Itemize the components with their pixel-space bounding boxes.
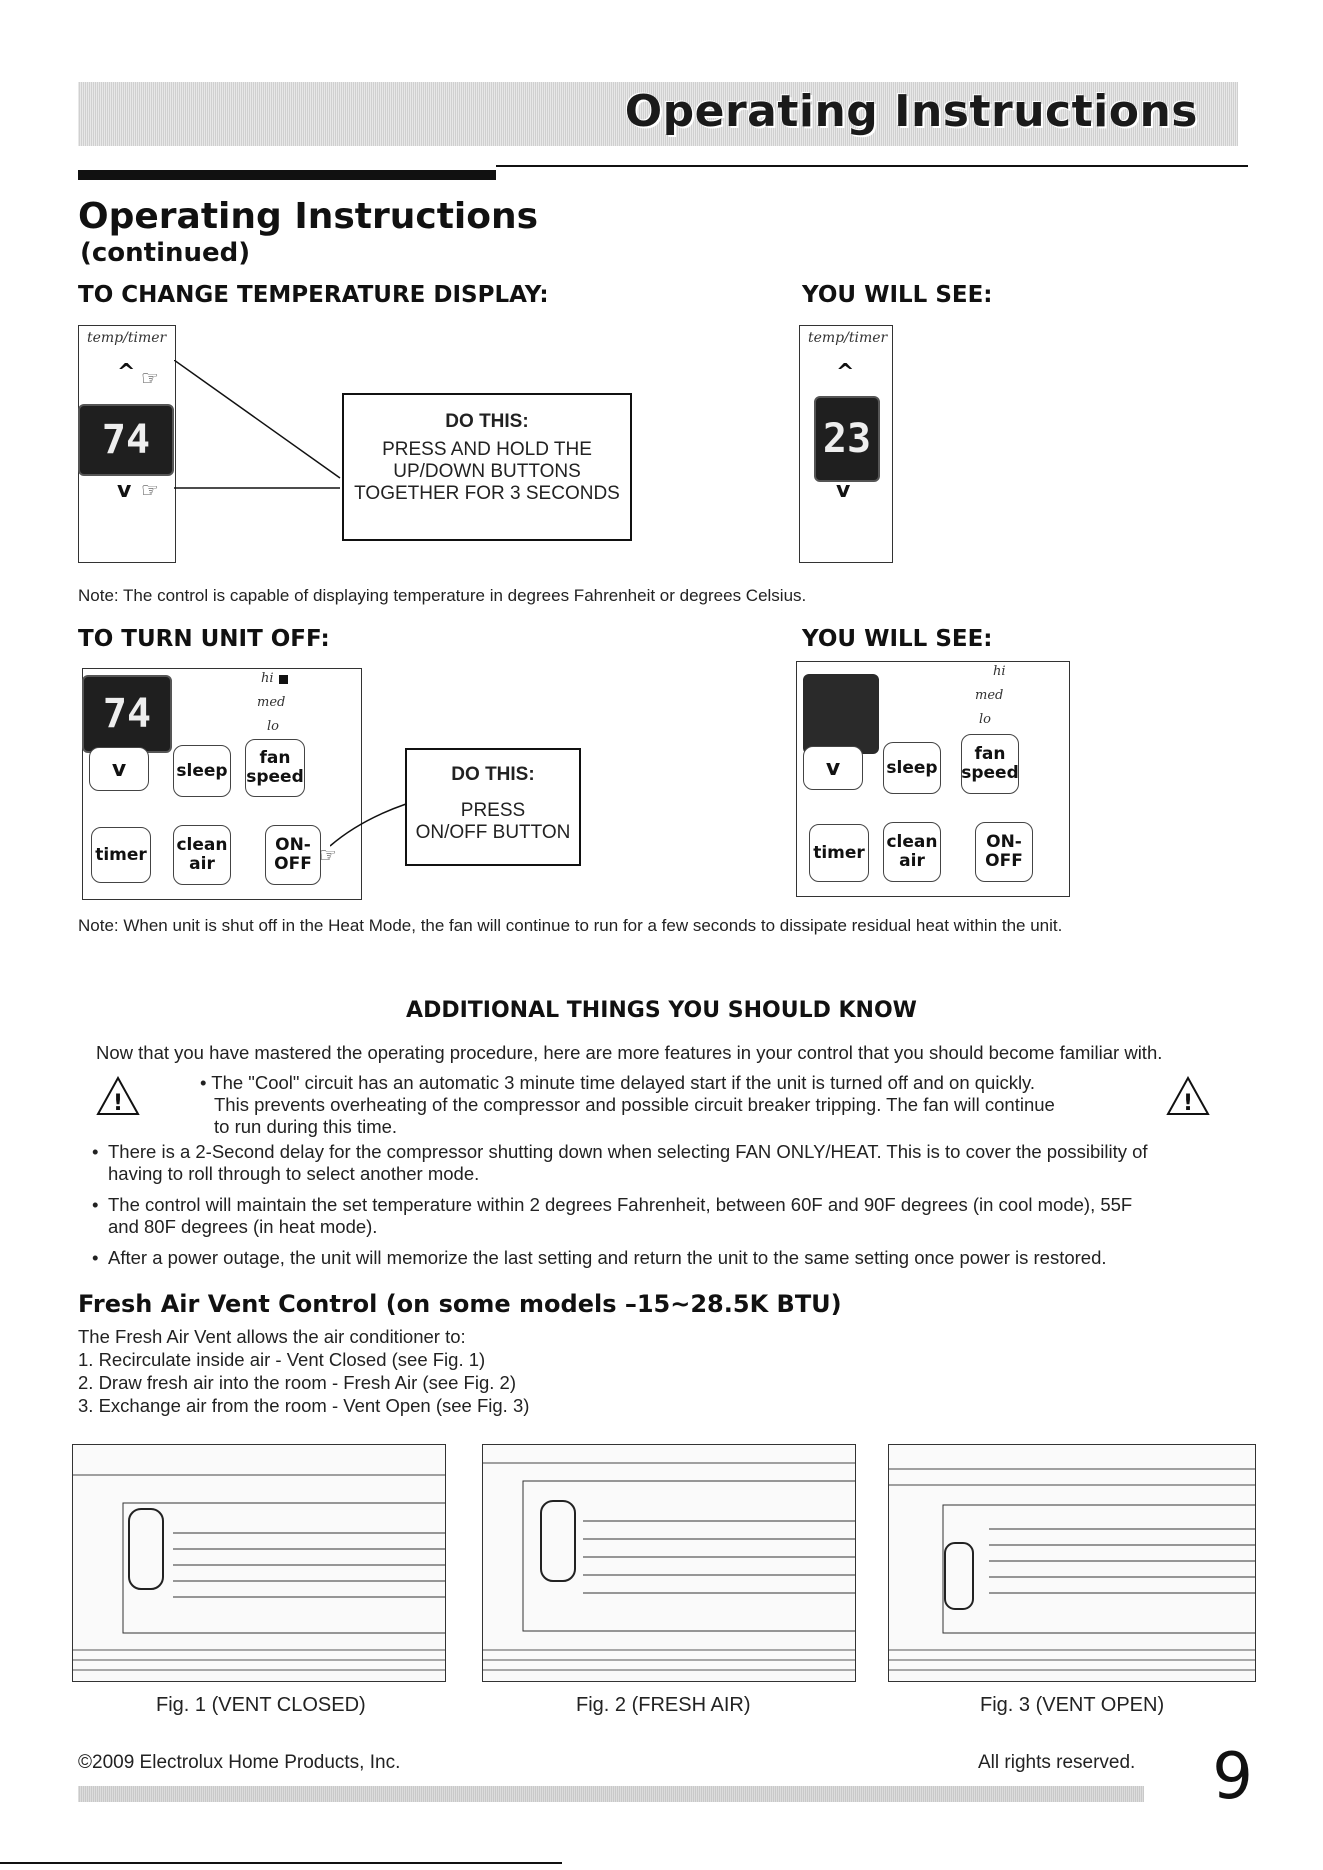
fresh-air-item: 1. Recirculate inside air - Vent Closed (see Fig. 1) [78, 1349, 486, 1370]
header-banner [78, 82, 1238, 146]
temp-display: 23 [814, 396, 880, 482]
page-title: Operating Instructions [78, 196, 539, 237]
pointing-hand-icon: ☞ [141, 366, 159, 390]
do-this-box [342, 393, 632, 541]
bullet-dot: • [92, 1247, 99, 1268]
vent-figure-2 [482, 1444, 856, 1682]
speed-med-label: med [257, 695, 286, 710]
timer-button[interactable]: timer [809, 824, 869, 882]
connector-line [330, 790, 410, 850]
blank-display [803, 674, 879, 754]
sleep-button[interactable]: sleep [883, 742, 941, 794]
bullet-line: having to roll through to select another mode. [108, 1163, 480, 1184]
fresh-air-item: 2. Draw fresh air into the room - Fresh Air (see Fig. 2) [78, 1372, 516, 1393]
fan-label: fan [259, 748, 291, 768]
up-arrow-icon[interactable]: ^ [117, 360, 136, 385]
do-this-title: DO THIS: [445, 411, 529, 432]
spacer [407, 792, 579, 800]
on-off-button[interactable] [265, 825, 321, 885]
temp-display: 74 [82, 675, 172, 753]
warning-icon [96, 1076, 140, 1116]
speed-hi-label: hi [261, 671, 274, 686]
fresh-air-illustration [483, 1445, 856, 1682]
speed-label: speed [961, 763, 1019, 783]
temp-heading: TO CHANGE TEMPERATURE DISPLAY: [78, 282, 549, 308]
temp-display: 74 [78, 404, 174, 476]
off-label: OFF [985, 851, 1023, 871]
cool-line: • The "Cool" circuit has an automatic 3 minute time delayed start if the unit is turned off and on quickly. [200, 1072, 1036, 1093]
clean-air-button[interactable] [883, 822, 941, 882]
control-panel-after [796, 661, 1070, 897]
figure-caption: Fig. 1 (VENT CLOSED) [156, 1694, 366, 1716]
banner-title: Operating Instructions [624, 86, 1198, 137]
fresh-air-intro: The Fresh Air Vent allows the air conditioner to: [78, 1326, 466, 1347]
speed-indicator [279, 675, 288, 684]
off-heading: TO TURN UNIT OFF: [78, 626, 330, 652]
speed-lo-label: lo [267, 719, 279, 734]
fan-label: fan [974, 744, 1006, 764]
clean-label: clean [176, 835, 228, 855]
cool-line: This prevents overheating of the compressor and possible circuit breaker tripping. The fan will continue [214, 1094, 1055, 1115]
fresh-air-item: 3. Exchange air from the room - Vent Open (see Fig. 3) [78, 1395, 530, 1416]
do-this-line: UP/DOWN BUTTONS [393, 461, 581, 482]
clean-air-button[interactable] [173, 825, 231, 885]
vent-open-illustration [889, 1445, 1256, 1682]
bullet-dot: • [92, 1141, 99, 1162]
clean-label: clean [886, 832, 938, 852]
down-arrow-icon[interactable]: v [836, 478, 851, 503]
do-this-line: TOGETHER FOR 3 SECONDS [354, 483, 620, 504]
cool-line: to run during this time. [214, 1116, 398, 1137]
sleep-button[interactable]: sleep [173, 745, 231, 797]
title-rule-thick [78, 170, 496, 180]
additional-intro: Now that you have mastered the operating procedure, here are more features in your control that you should become familiar with. [96, 1042, 1163, 1063]
off-label: OFF [274, 854, 312, 874]
control-panel-before [82, 668, 362, 900]
additional-heading: ADDITIONAL THINGS YOU SHOULD KNOW [406, 998, 917, 1023]
panel-label: temp/timer [808, 330, 888, 346]
on-off-button[interactable] [975, 822, 1033, 882]
temp-see-heading: YOU WILL SEE: [802, 282, 993, 308]
bullet-dot: • [92, 1194, 99, 1215]
down-button[interactable]: v [803, 746, 863, 790]
warning-icon [1166, 1076, 1210, 1116]
pointing-hand-icon: ☞ [141, 478, 159, 502]
down-button[interactable]: v [89, 747, 149, 791]
down-arrow-icon[interactable]: v [117, 478, 132, 503]
do-this-box [405, 748, 581, 866]
speed-label: speed [246, 767, 304, 787]
rights-reserved: All rights reserved. [978, 1752, 1136, 1773]
on-label: ON- [986, 832, 1022, 852]
bullet-line: There is a 2-Second delay for the compressor shutting down when selecting FAN ONLY/HEAT. This is to cover the possibility of [108, 1141, 1148, 1162]
speed-hi-label: hi [993, 664, 1006, 679]
speed-med-label: med [975, 688, 1004, 703]
do-this-line: ON/OFF BUTTON [415, 822, 571, 843]
off-see-heading: YOU WILL SEE: [802, 626, 993, 652]
do-this-line: PRESS [460, 800, 526, 821]
bullet-line: The control will maintain the set temperature within 2 degrees Fahrenheit, between 60F and 90F degrees (in cool mode), 55F [108, 1194, 1133, 1215]
svg-text:!: ! [1182, 1091, 1194, 1116]
page-subtitle: (continued) [80, 238, 251, 268]
page-number: 9 [1212, 1740, 1253, 1814]
vent-figure-1 [72, 1444, 446, 1682]
bullet-line: and 80F degrees (in heat mode). [108, 1216, 378, 1237]
copyright: ©2009 Electrolux Home Products, Inc. [78, 1752, 401, 1773]
off-note: Note: When unit is shut off in the Heat Mode, the fan will continue to run for a few seconds to dissipate residual heat within the unit. [78, 916, 1063, 935]
bullet-line: After a power outage, the unit will memorize the last setting and return the unit to the same setting once power is restored. [108, 1247, 1107, 1268]
pointing-hand-icon: ☞ [319, 843, 337, 867]
do-this-title: DO THIS: [451, 764, 535, 785]
up-arrow-icon[interactable]: ^ [836, 360, 855, 385]
temp-note: Note: The control is capable of displaying temperature in degrees Fahrenheit or degrees Celsius. [78, 586, 807, 605]
air-label: air [899, 851, 925, 871]
do-this-line: PRESS AND HOLD THE [382, 439, 592, 460]
figure-caption: Fig. 3 (VENT OPEN) [980, 1694, 1165, 1716]
air-label: air [189, 854, 215, 874]
speed-lo-label: lo [979, 712, 991, 727]
figure-caption: Fig. 2 (FRESH AIR) [576, 1694, 751, 1716]
vent-closed-illustration [73, 1445, 446, 1682]
temp-panel-before [78, 325, 176, 563]
temp-panel-after [799, 325, 893, 563]
vent-figure-3 [888, 1444, 1256, 1682]
connector-lines [174, 360, 346, 500]
fan-speed-button[interactable] [245, 739, 305, 797]
bottom-rule [0, 1862, 562, 1864]
footer-bar [78, 1786, 1144, 1802]
on-label: ON- [275, 835, 311, 855]
fan-speed-button[interactable] [961, 734, 1019, 794]
panel-label: temp/timer [87, 330, 167, 346]
title-rule-thin [496, 165, 1248, 167]
timer-button[interactable]: timer [91, 827, 151, 883]
fresh-air-heading: Fresh Air Vent Control (on some models –15~28.5K BTU) [78, 1290, 842, 1318]
svg-text:!: ! [112, 1091, 124, 1116]
